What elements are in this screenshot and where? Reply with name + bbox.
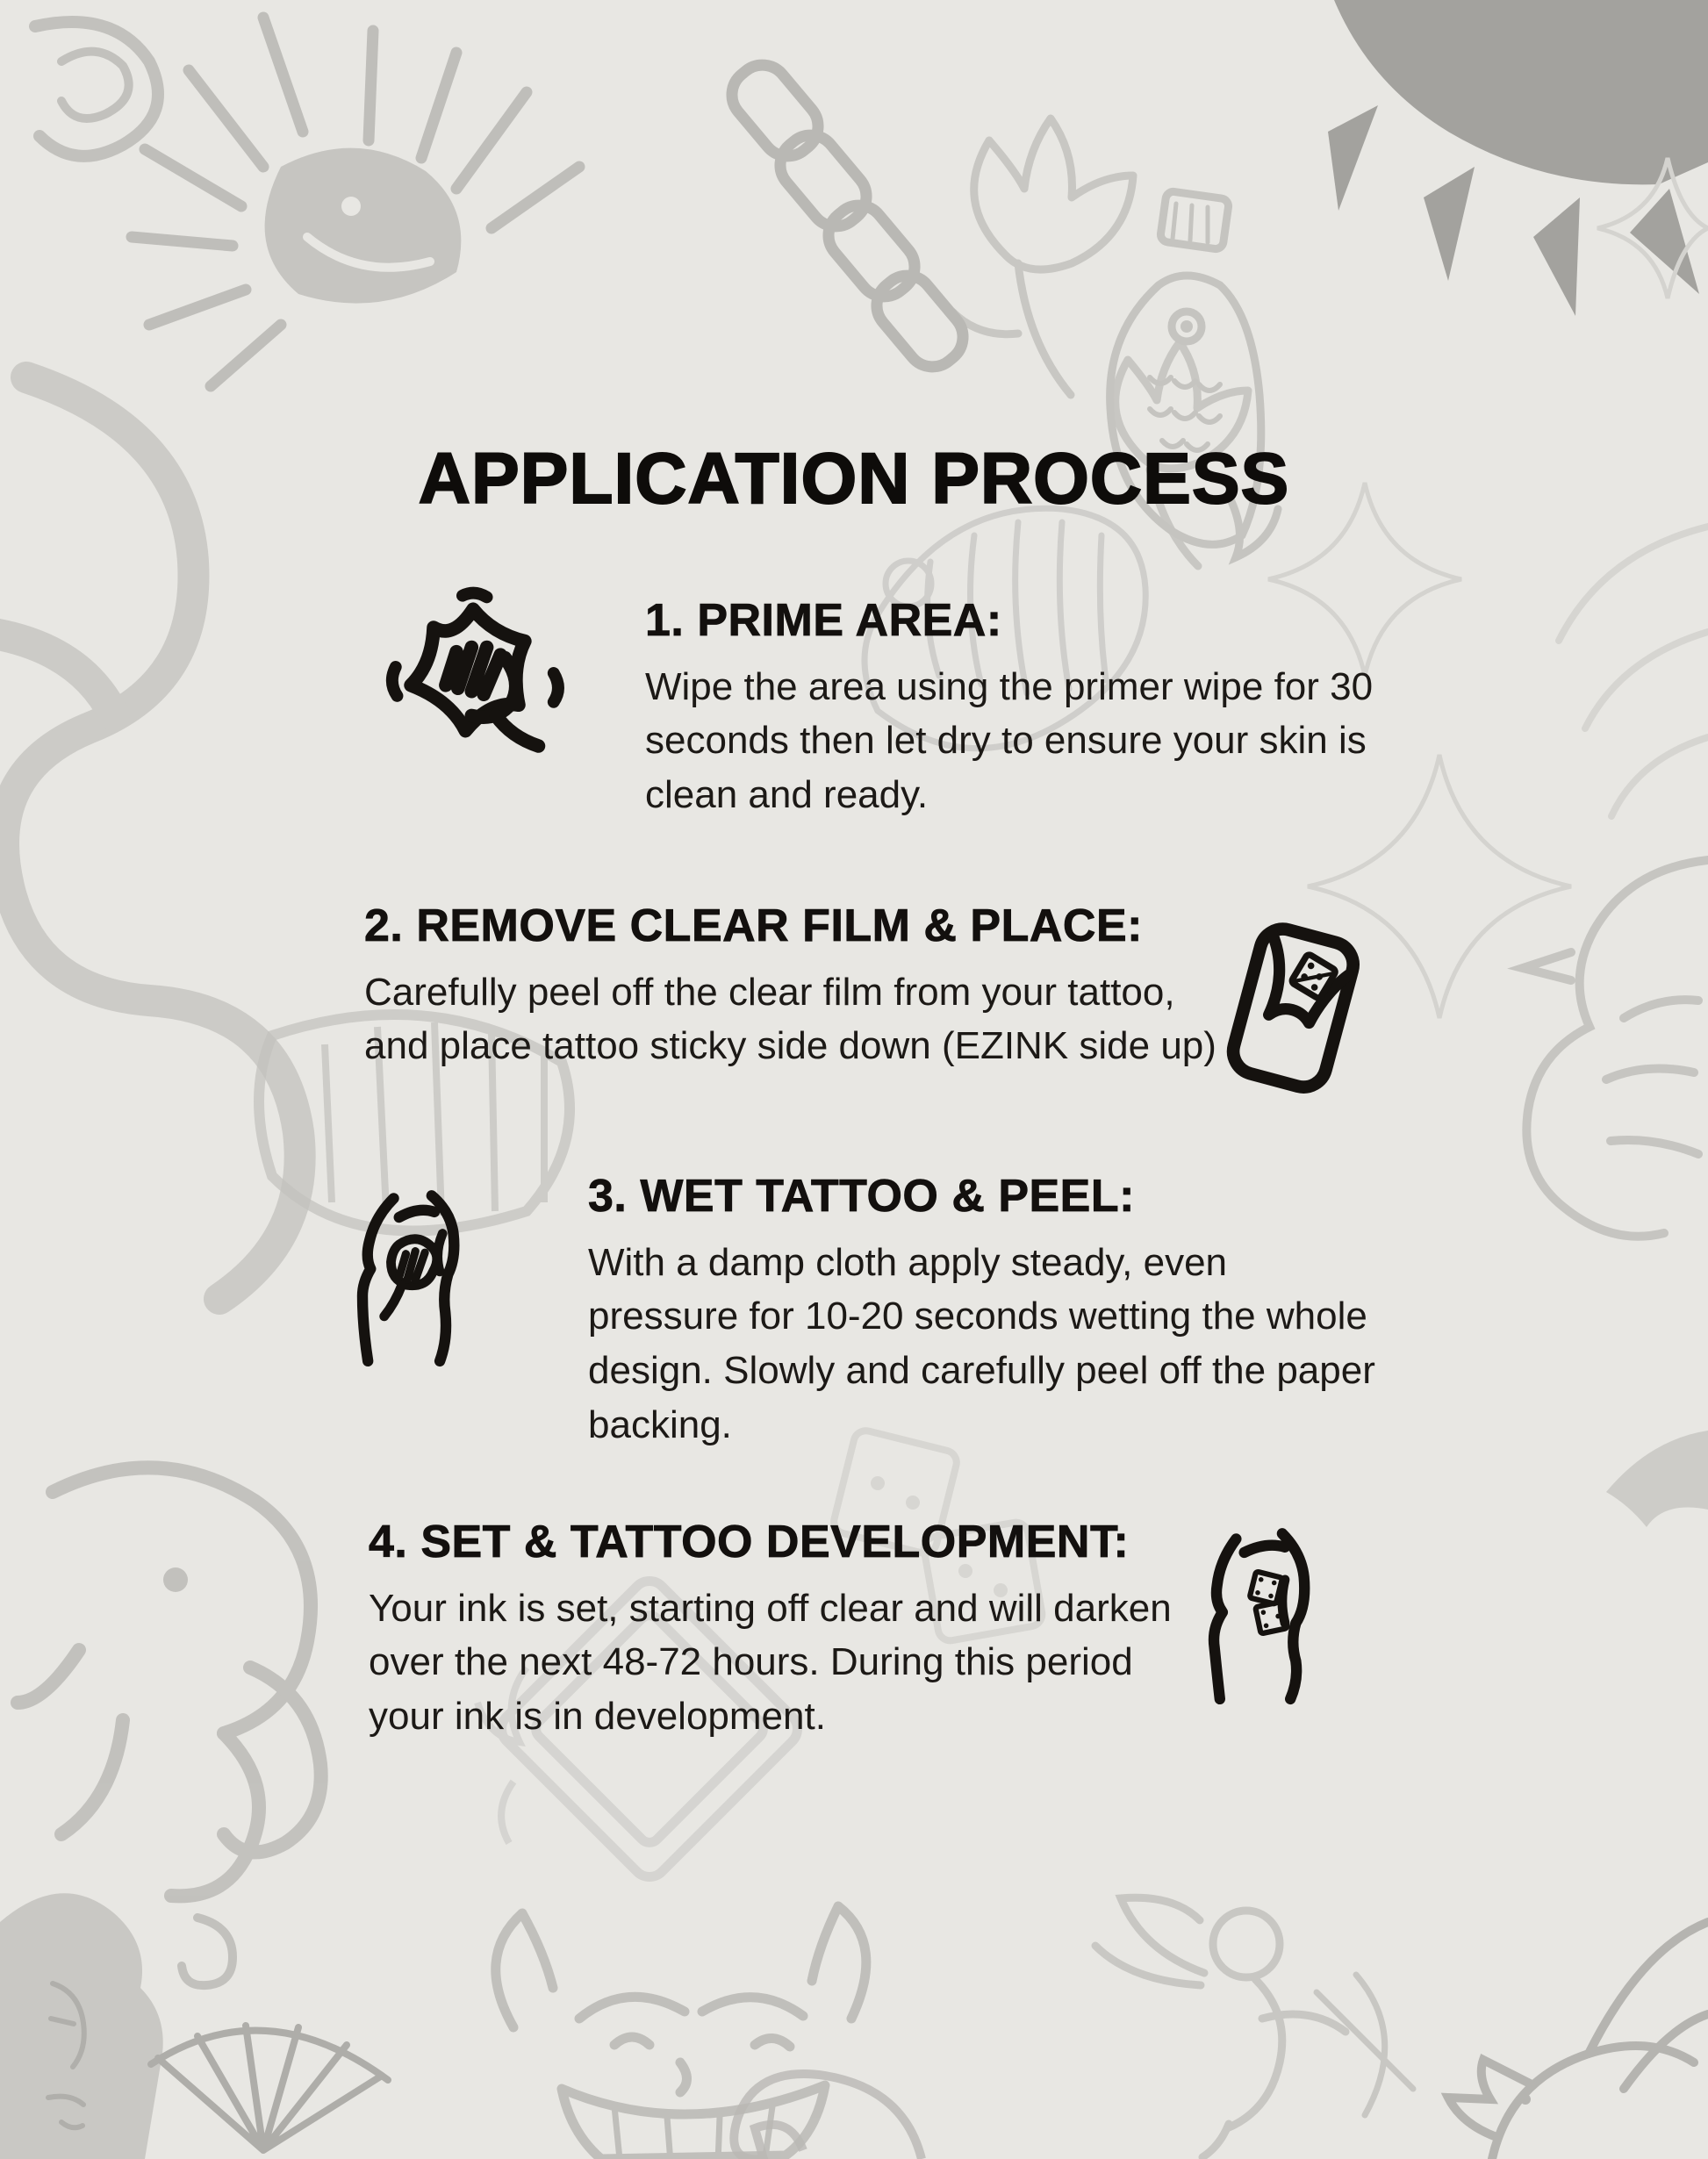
bg-dragon-head-icon bbox=[132, 18, 579, 386]
page-title: APPLICATION PROCESS bbox=[418, 439, 1290, 519]
step-3-body: With a damp cloth apply steady, even pressure for 10-20 seconds wetting the whole design. Slowly and carefully peel off the paper backing. bbox=[588, 1240, 1375, 1446]
wipe-hand-icon bbox=[377, 584, 575, 790]
arm-damp-cloth-icon bbox=[348, 1173, 497, 1379]
bg-swallow-icon bbox=[1606, 1431, 1708, 1527]
step-4-body: Your ink is set, starting off clear and will darken over the next 48-72 hours. During this period your ink is in development. bbox=[369, 1586, 1172, 1738]
bg-spiked-creature-icon bbox=[1328, 0, 1708, 316]
step-1 bbox=[645, 595, 1382, 822]
bg-geisha-icon bbox=[0, 1893, 163, 2159]
step-3-heading: 3. WET TATTOO & PEEL: bbox=[588, 1171, 1135, 1222]
bg-cherub-icon bbox=[1095, 1897, 1413, 2157]
bg-sparkles-icon bbox=[1268, 158, 1708, 1018]
bg-snake-coils-icon bbox=[0, 377, 300, 1299]
bg-chain-links-icon bbox=[721, 54, 974, 377]
arm-dice-tattoo-icon bbox=[1195, 1515, 1345, 1712]
step-1-heading: 1. PRIME AREA: bbox=[645, 595, 1002, 646]
bg-hummingbird-icon bbox=[1448, 1922, 1708, 2159]
step-2-body: Carefully peel off the clear film from your tattoo, and place tattoo sticky side down (EZINK side up) bbox=[364, 970, 1216, 1068]
step-4 bbox=[369, 1517, 1202, 1744]
step-2 bbox=[364, 900, 1224, 1073]
bg-rose-icon bbox=[35, 22, 158, 156]
step-1-body: Wipe the area using the primer wipe for 30 seconds then let dry to ensure your skin is clean and ready. bbox=[645, 664, 1374, 816]
peel-film-card-icon bbox=[1209, 904, 1376, 1115]
step-4-heading: 4. SET & TATTOO DEVELOPMENT: bbox=[369, 1517, 1130, 1567]
bg-folding-fan-icon bbox=[151, 2026, 388, 2150]
step-3 bbox=[588, 1171, 1387, 1452]
step-2-heading: 2. REMOVE CLEAR FILM & PLACE: bbox=[364, 900, 1143, 951]
bg-oni-mask-icon bbox=[496, 1906, 866, 2159]
